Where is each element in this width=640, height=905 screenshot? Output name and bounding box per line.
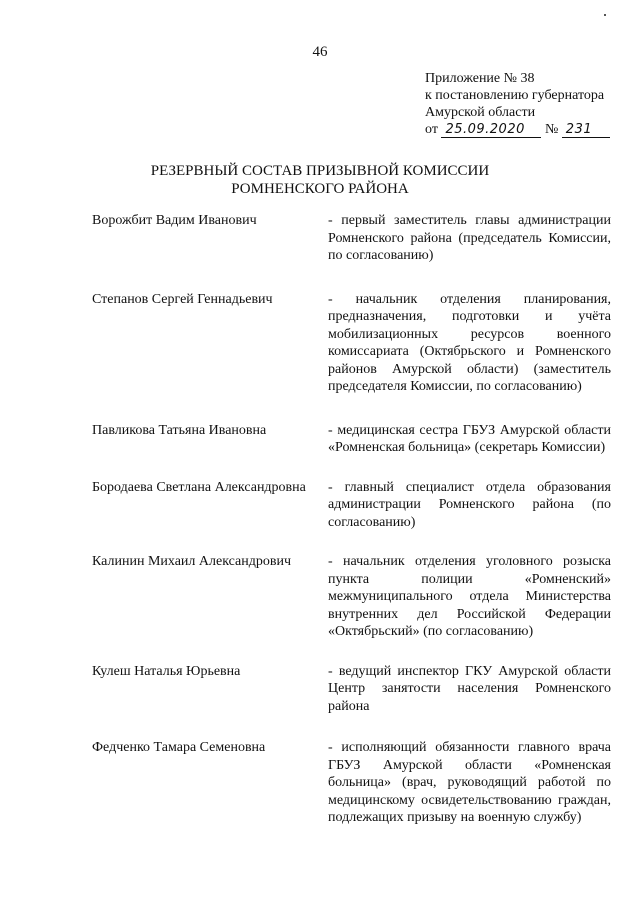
appendix-line-3: Амурской области [425, 105, 536, 120]
appendix-header [425, 70, 610, 138]
member-row [92, 212, 612, 265]
member-role: - начальник отделения уголовного розыска пункта полиции «Ромненский» межмуниципального отдела Министерства внутренних дел Российской Федерации «Октябрьский» (по согласованию) [328, 554, 611, 639]
member-name: Бородаева Светлана Александровна [92, 479, 306, 495]
member-row [92, 663, 612, 716]
member-row [92, 553, 612, 641]
document-title [0, 162, 640, 198]
member-role: - главный специалист отдела образования администрации Ромненского района (по согласованию) [328, 479, 611, 530]
member-row [92, 739, 612, 827]
member-role: - первый заместитель главы администрации Ромненского района (председатель Комиссии, по согласованию) [328, 213, 611, 263]
title-line-2: РОМНЕНСКОГО РАЙОНА [231, 181, 409, 197]
appendix-date-line [425, 121, 610, 138]
member-role: - исполняющий обязанности главного врача ГБУЗ Амурской области «Ромненская больница» (врач, руководящий работой по медицинскому освидетельствованию граждан, подлежащих призыву на военную службу) [328, 740, 611, 825]
member-name: Калинин Михаил Александрович [92, 554, 292, 569]
number-label: № [544, 122, 559, 137]
member-name: Ворожбит Вадим Иванович [92, 213, 257, 228]
member-role: - медицинская сестра ГБУЗ Амурской области «Ромненская больница» (секретарь Комиссии) [328, 422, 611, 455]
title-line-1: РЕЗЕРВНЫЙ СОСТАВ ПРИЗЫВНОЙ КОМИССИИ [150, 163, 490, 179]
member-row [92, 479, 612, 532]
member-name: Федченко Тамара Семеновна [92, 740, 266, 755]
member-row [92, 422, 612, 457]
handwritten-date: 25.09.2020 [441, 123, 541, 138]
member-role: - ведущий инспектор ГКУ Амурской области Центр занятости населения Ромненского района [328, 663, 611, 714]
from-label: от [425, 122, 438, 137]
member-name: Степанов Сергей Геннадьевич [92, 291, 273, 307]
member-name: Павликова Татьяна Ивановна [92, 422, 267, 438]
page-number: 46 [312, 44, 328, 60]
member-row [92, 291, 612, 396]
appendix-line-1: Приложение № 38 [425, 71, 535, 86]
member-name: Кулеш Наталья Юрьевна [92, 663, 241, 679]
handwritten-number: 231 [562, 123, 610, 138]
scan-speck [604, 14, 606, 16]
member-role: - начальник отделения планирования, предназначения, подготовки и учёта мобилизационных ресурсов военного комиссариата (Октябрьского и Ромненского районов Амурской области) (заместитель председателя Комиссии, по согласованию) [328, 291, 611, 394]
appendix-line-2: к постановлению губернатора [425, 88, 605, 103]
members-list [92, 212, 612, 827]
